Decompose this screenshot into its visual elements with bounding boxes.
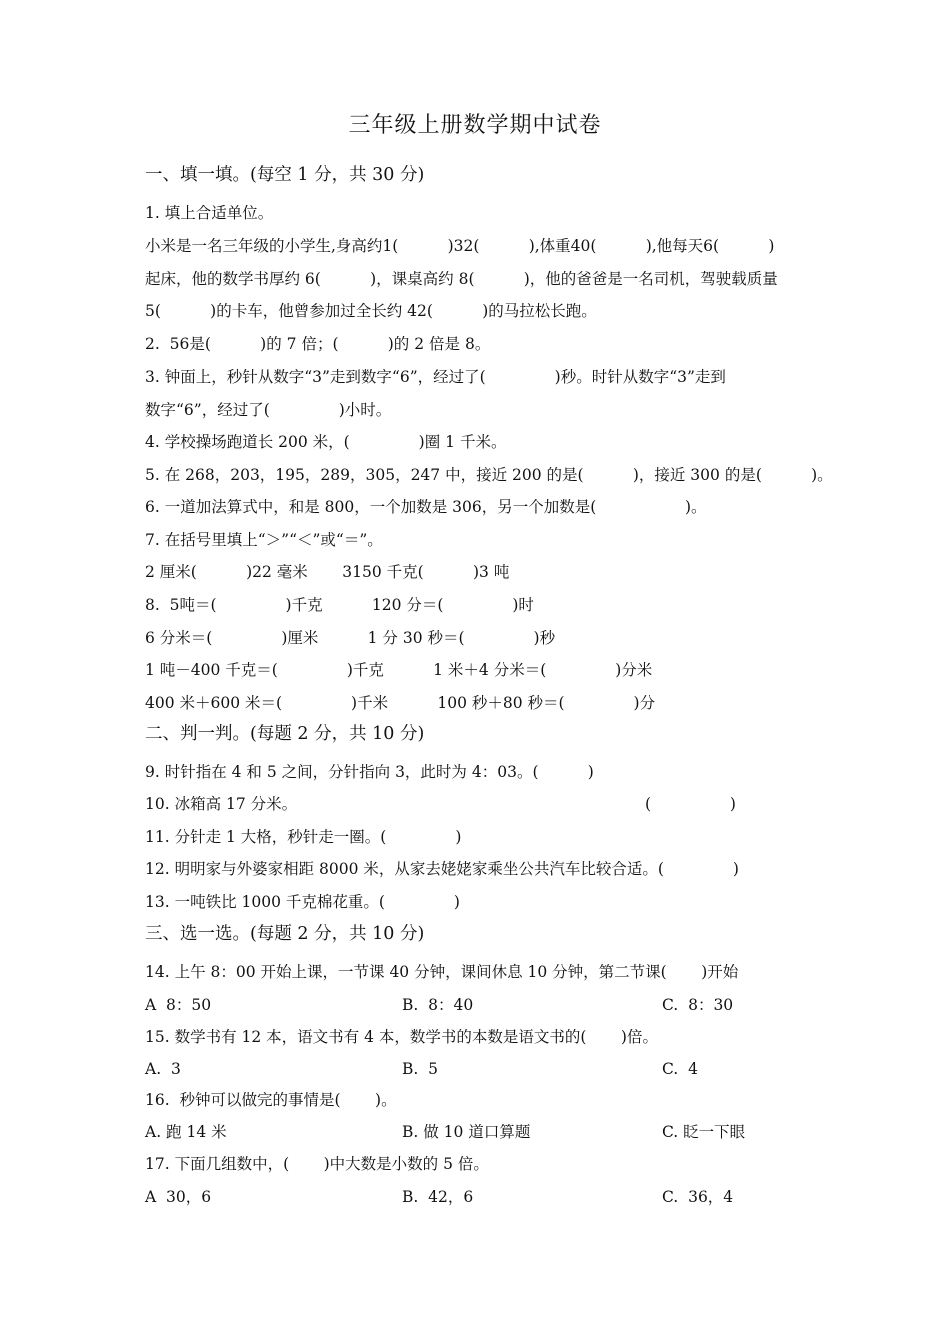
- question-16-option-b: B. 做 10 道口算题: [402, 1123, 531, 1141]
- question-11: 11. 分针走 1 大格，秒针走一圈。( ): [145, 828, 462, 846]
- question-4: 4. 学校操场跑道长 200 米，( )圈 1 千米。: [145, 433, 507, 451]
- question-8-line-1: 8. 5吨＝( )千克 120 分＝( )时: [145, 596, 534, 614]
- question-9: 9. 时针指在 4 和 5 之间，分针指向 3，此时为 4：03。( ): [145, 763, 594, 781]
- question-13: 13. 一吨铁比 1000 千克棉花重。( ): [145, 893, 460, 911]
- question-16-option-c: C. 眨一下眼: [662, 1123, 746, 1141]
- question-1-line-2: 起床，他的数学书厚约 6( )，课桌高约 8( )，他的爸爸是一名司机，驾驶载质量: [145, 270, 778, 288]
- question-15-option-c: C. 4: [662, 1060, 698, 1078]
- section-heading-choose: 三、选一选。(每题 2 分，共 10 分): [145, 924, 425, 944]
- question-12: 12. 明明家与外婆家相距 8000 米，从家去姥姥家乘坐公共汽车比较合适。( ): [145, 860, 739, 878]
- question-17-option-a: A 30，6: [145, 1188, 212, 1206]
- question-10-answer-bracket: ( ): [645, 795, 736, 813]
- section-heading-judge: 二、判一判。(每题 2 分，共 10 分): [145, 724, 425, 744]
- question-7-head: 7. 在括号里填上“＞”“＜”或“＝”。: [145, 531, 383, 549]
- question-7-line-1: 2 厘米( )22 毫米 3150 千克( )3 吨: [145, 563, 510, 581]
- question-3-line-2: 数字“6”，经过了( )小时。: [145, 401, 392, 419]
- section-heading-fill: 一、填一填。(每空 1 分，共 30 分): [145, 165, 425, 185]
- question-1-line-3: 5( )的卡车，他曾参加过全长约 42( )的马拉松长跑。: [145, 302, 597, 320]
- question-15-option-b: B. 5: [402, 1060, 439, 1078]
- question-6: 6. 一道加法算式中，和是 800，一个加数是 306，另一个加数是( )。: [145, 498, 707, 516]
- question-17-option-b: B. 42，6: [402, 1188, 474, 1206]
- question-15-option-a: A. 3: [145, 1060, 181, 1078]
- question-15: 15. 数学书有 12 本，语文书有 4 本，数学书的本数是语文书的( )倍。: [145, 1028, 658, 1046]
- question-14-option-a: A 8：50: [145, 996, 212, 1014]
- page-title: 三年级上册数学期中试卷: [348, 113, 602, 138]
- question-17-option-c: C. 36，4: [662, 1188, 734, 1206]
- question-16: 16. 秒钟可以做完的事情是( )。: [145, 1091, 397, 1109]
- question-17: 17. 下面几组数中，( )中大数是小数的 5 倍。: [145, 1155, 489, 1173]
- question-14-option-c: C. 8：30: [662, 996, 734, 1014]
- question-8-line-3: 1 吨－400 千克＝( )千克 1 米＋4 分米＝( )分米: [145, 661, 653, 679]
- question-16-option-a: A. 跑 14 米: [145, 1123, 227, 1141]
- question-8-line-2: 6 分米＝( )厘米 1 分 30 秒＝( )秒: [145, 629, 556, 647]
- question-8-line-4: 400 米＋600 米＝( )千米 100 秒＋80 秒＝( )分: [145, 694, 656, 712]
- question-1-line-1: 小米是一名三年级的小学生,身高约1( )32( ),体重40( ),他每天6( ): [145, 237, 775, 255]
- question-3-line-1: 3. 钟面上，秒针从数字“3”走到数字“6”，经过了( )秒。时针从数字“3”走到: [145, 368, 726, 386]
- question-14: 14. 上午 8：00 开始上课，一节课 40 分钟，课间休息 10 分钟，第二节课( )开始: [145, 963, 739, 981]
- question-10: 10. 冰箱高 17 分米。: [145, 795, 298, 813]
- question-2: 2. 56是( )的 7 倍；( )的 2 倍是 8。: [145, 335, 491, 353]
- question-5: 5. 在 268，203，195，289，305，247 中，接近 200 的是( )，接近 300 的是( )。: [145, 466, 833, 484]
- question-1-head: 1. 填上合适单位。: [145, 204, 274, 222]
- question-14-option-b: B. 8：40: [402, 996, 474, 1014]
